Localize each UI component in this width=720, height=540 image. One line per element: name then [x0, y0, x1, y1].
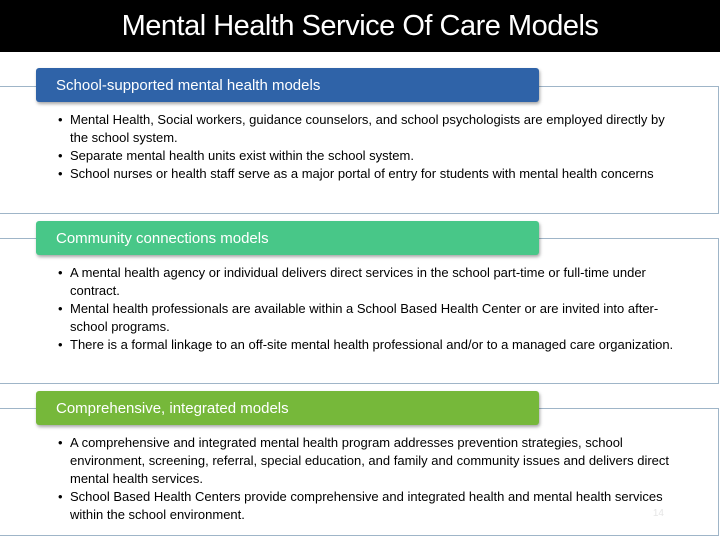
section-header: Comprehensive, integrated models: [36, 391, 539, 425]
bullet-item: • A comprehensive and integrated mental health program addresses prevention strategies, school environment, screening, referral, special education, and family and community issues and delivers direct mental health services.: [58, 434, 678, 488]
bullet-item: • A mental health agency or individual delivers direct services in the school part-time or full-time under contract.: [58, 264, 678, 300]
bullet-list: [58, 264, 678, 354]
bullet-item: • School Based Health Centers provide comprehensive and integrated health and mental health services within the school environment.: [58, 488, 678, 524]
bullet-list: [58, 434, 678, 524]
slide-title: Mental Health Service Of Care Models: [0, 0, 720, 52]
section-header: School-supported mental health models: [36, 68, 539, 102]
bullet-item: • Mental Health, Social workers, guidance counselors, and school psychologists are employed directly by the school system.: [58, 111, 678, 147]
bullet-item: • School nurses or health staff serve as a major portal of entry for students with mental health concerns: [58, 165, 678, 183]
bullet-list: [58, 111, 678, 183]
page-number: 14: [652, 508, 664, 519]
section-header: Community connections models: [36, 221, 539, 255]
bullet-item: • Separate mental health units exist within the school system.: [58, 147, 678, 165]
bullet-item: • Mental health professionals are available within a School Based Health Center or are invited into after-school programs.: [58, 300, 678, 336]
bullet-item: • There is a formal linkage to an off-site mental health professional and/or to a managed care organization.: [58, 336, 678, 354]
